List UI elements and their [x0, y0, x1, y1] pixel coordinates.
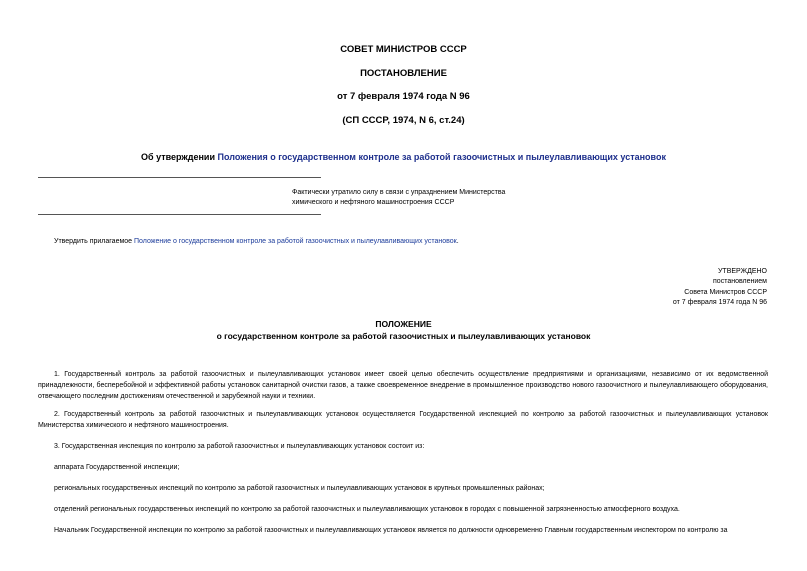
- paragraph-4: Начальник Государственной инспекции по контролю за работой газоочистных и пылеулавливающих установок является по должности одновременно Главным государственным инспектором по контролю за: [54, 527, 728, 534]
- paragraph-list-item-3: отделений региональных государственных инспекций по контролю за работой газоочистных и пылеулавливающих установок в городах с повышенной загрязненностью атмосферного воздуха.: [54, 506, 680, 513]
- approval-sentence: [54, 237, 774, 247]
- paragraph-3: 3. Государственная инспекция по контролю за работой газоочистных и пылеулавливающих установок состоит из:: [54, 443, 425, 450]
- stamp-line-4: от 7 февраля 1974 года N 96: [672, 299, 767, 307]
- approval-stamp: [673, 267, 767, 309]
- stamp-line-3: Совета Министров СССР: [684, 288, 767, 296]
- paragraph-2: 2. Государственный контроль за работой газоочистных и пылеулавливающих установок осуществляется Государственной инспекцией по контролю за работой газоочистных и пылеулавливающих установок Министерства химического и нефтяного машиностроения.: [38, 411, 768, 429]
- status-note-line-1: Фактически утратило силу в связи с упразднением Министерства: [292, 189, 506, 196]
- status-note-line-2: химического и нефтяного машиностроения СССР: [292, 199, 455, 206]
- approval-prefix: Утвердить прилагаемое: [54, 238, 135, 245]
- divider-bottom: [38, 214, 321, 215]
- issuer-heading: СОВЕТ МИНИСТРОВ СССР: [340, 44, 467, 55]
- document-title: [0, 151, 807, 163]
- regulation-link-body[interactable]: Положение о государственном контроле за работой газоочистных и пылеулавливающих установок: [134, 238, 457, 245]
- regulation-title-line-2: о государственном контроле за работой газоочистных и пылеулавливающих установок: [216, 331, 591, 341]
- status-note: [292, 188, 552, 208]
- source-heading: (СП СССР, 1974, N 6, ст.24): [342, 115, 465, 126]
- paragraph-list-item-2: региональных государственных инспекций по контролю за работой газоочистных и пылеулавливающих установок в крупных промышленных районах;: [54, 485, 545, 492]
- stamp-line-2: постановлением: [713, 278, 767, 286]
- paragraph-1: 1. Государственный контроль за работой газоочистных и пылеулавливающих установок имеет своей целью обеспечить осуществление предприятиями и организациями, независимо от их ведомственной принадлежности, бесперебойной и эффективной работы установок санитарной очистки газов, а также своевременное внедрение в промышленное производство нового газоочистного и пылеулавливающего оборудования, отвечающего последним достижениям отечественной и зарубежной науки и техники.: [38, 371, 768, 400]
- title-prefix: Об утверждении: [141, 152, 218, 162]
- approval-suffix: .: [456, 238, 459, 245]
- divider-top: [38, 177, 321, 178]
- paragraph-list-item-1: аппарата Государственной инспекции;: [54, 464, 180, 471]
- stamp-line-1: УТВЕРЖДЕНО: [717, 268, 767, 275]
- document-type-heading: ПОСТАНОВЛЕНИЕ: [360, 68, 447, 79]
- date-number-heading: от 7 февраля 1974 года N 96: [337, 91, 470, 102]
- regulation-title-line-1: ПОЛОЖЕНИЕ: [375, 319, 432, 329]
- regulation-link-title[interactable]: Положения о государственном контроле за работой газоочистных и пылеулавливающих установок: [217, 152, 666, 162]
- regulation-title: [0, 318, 807, 342]
